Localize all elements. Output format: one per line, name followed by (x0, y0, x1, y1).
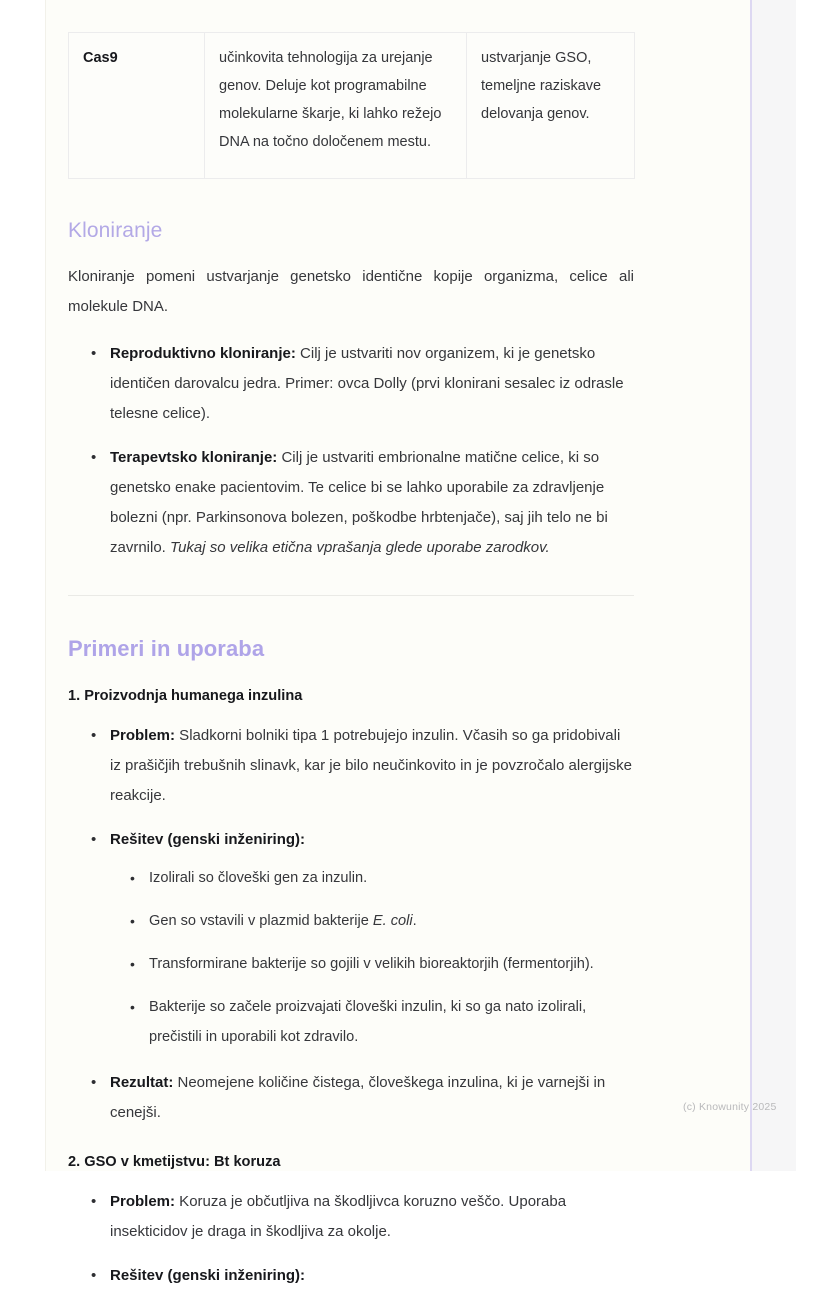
list-item (90, 825, 634, 1052)
list-item-text: Neomejene količine čistega, človeškega inzulina, ki je varnejši in cenejši. (110, 1074, 606, 1121)
list-item-lead: Reproduktivno kloniranje: (110, 345, 296, 362)
terminology-table-wrapper (68, 32, 634, 179)
section-heading-primeri: Primeri in uporaba (68, 636, 265, 661)
kloniranje-intro-paragraph: Kloniranje pomeni ustvarjanje genetsko identične kopije organizma, celice ali molekule DNA. (68, 268, 634, 315)
list-item-emphasis: E. coli (372, 913, 413, 929)
list-item-text-pre: Gen so vstavili v plazmid bakterije (149, 913, 373, 929)
subsection-heading-example-1: 1. Proizvodnja humanega inzulina (68, 688, 303, 704)
list-item (90, 1068, 634, 1128)
list-item-text: Bakterije so začele proizvajati človeški inzulin, ki so ga nato izolirali, prečistili in uporabili kot zdravilo. (149, 999, 587, 1045)
list-item (129, 906, 634, 936)
list-item-text: Koruza je občutljiva na škodljivca koruzno veščo. Uporaba insekticidov je draga in škodljiva za okolje. (110, 1193, 567, 1240)
list-item-lead: Rešitev (genski inženiring): (110, 831, 306, 848)
list-item (90, 443, 634, 563)
subsection-heading-example-2: 2. GSO v kmetijstvu: Bt koruza (68, 1154, 281, 1170)
list-item (129, 949, 634, 979)
list-item-text-post: . (412, 913, 417, 929)
kloniranje-list (68, 339, 634, 563)
list-item-text: Izolirali so človeški gen za inzulin. (149, 870, 368, 886)
copyright-watermark: (c) Knowunity 2025 (683, 1101, 777, 1113)
list-item-lead: Rezultat: (110, 1074, 174, 1091)
list-item-text: Transformirane bakterije so gojili v velikih bioreaktorjih (fermentorjih). (149, 956, 594, 972)
list-item (129, 863, 634, 893)
list-item-emphasis: Tukaj so velika etična vprašanja glede uporabe zarodkov. (170, 539, 550, 556)
section-divider (68, 595, 634, 596)
table-cell-term: Cas9 (69, 33, 205, 179)
list-item (90, 721, 634, 811)
example-1-steps-list (110, 863, 634, 1052)
list-item (90, 339, 634, 429)
list-item-text: Cilj je ustvariti nov organizem, ki je genetsko identičen darovalcu jedra. Primer: ovca Dolly (prvi klonirani sesalec iz odrasle telesne celice). (110, 345, 624, 422)
list-item-text: Sladkorni bolniki tipa 1 potrebujejo inzulin. Včasih so ga pridobivali iz prašičjih trebušnih slinavk, kar je bilo neučinkovito in je povzročalo alergijske reakcije. (110, 727, 632, 804)
list-item-text: Cilj je ustvariti embrionalne matične celice, ki so genetsko enake pacientovim. Te celice bi se lahko uporabile za zdravljenje bolezni (npr. Parkinsonova bolezen, poškodbe hrbtenjače), saj jih telo ne bi zavrnilo. (110, 449, 608, 556)
list-item-lead: Problem: (110, 727, 176, 744)
document-content (45, 0, 750, 1305)
example-2-list (68, 1187, 634, 1291)
list-item (90, 1261, 634, 1291)
terminology-table (68, 32, 635, 179)
list-item (129, 992, 634, 1052)
table-cell-usage: ustvarjanje GSO, temeljne raziskave delovanja genov. (467, 33, 635, 179)
list-item-lead: Rešitev (genski inženiring): (110, 1267, 306, 1284)
section-heading-kloniranje: Kloniranje (68, 219, 163, 242)
list-item-lead: Terapevtsko kloniranje: (110, 449, 278, 466)
right-side-panel (750, 0, 796, 1171)
list-item (90, 1187, 634, 1247)
table-cell-description: učinkovita tehnologija za urejanje genov. Deluje kot programabilne molekularne škarje, ki lahko režejo DNA na točno določenem mestu. (205, 33, 467, 179)
example-1-list (68, 721, 634, 1128)
table-row (69, 33, 635, 179)
list-item-lead: Problem: (110, 1193, 176, 1210)
